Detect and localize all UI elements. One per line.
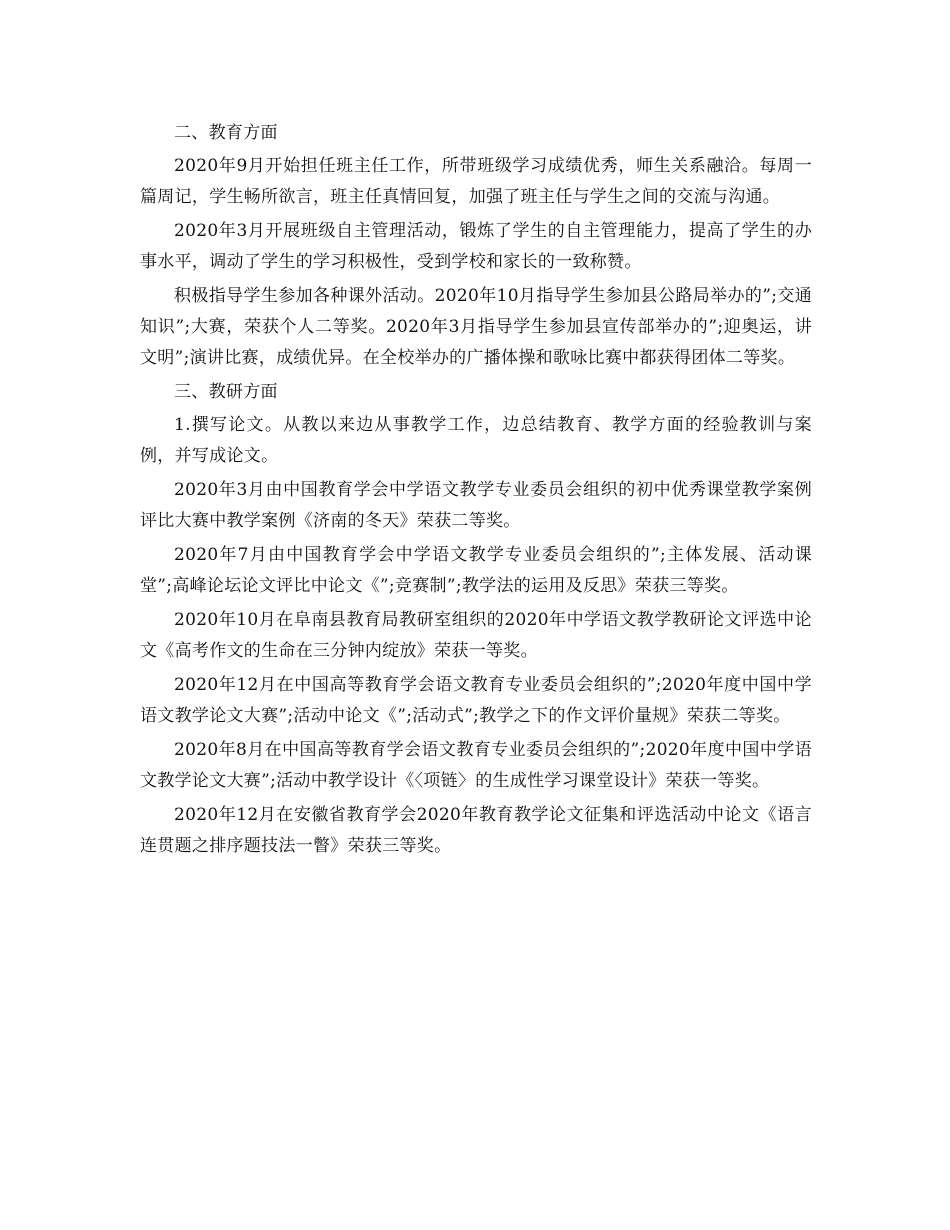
paragraph: 2020年12月在中国高等教育学会语文教育专业委员会组织的”;2020年度中国中学语文教学论文大赛”;活动中论文《”;活动式”;教学之下的作文评价量规》荣获二等奖。 [140,675,812,726]
paragraph: 2020年7月由中国教育学会中学语文教学专业委员会组织的”;主体发展、活动课堂”;高峰论坛论文评比中论文《”;竞赛制”;教学法的运用及反思》荣获三等奖。 [140,545,812,596]
section-education [140,118,812,374]
paragraph: 1.撰写论文。从教以来边从事教学工作，边总结教育、教学方面的经验教训与案例，并写成论文。 [140,415,812,466]
section-research [140,377,812,862]
paragraph: 2020年8月在中国高等教育学会语文教育专业委员会组织的”;2020年度中国中学语文教学论文大赛”;活动中教学设计《〈项链〉的生成性学习课堂设计》荣获一等奖。 [140,740,812,791]
paragraph: 2020年3月由中国教育学会中学语文教学专业委员会组织的初中优秀课堂教学案例评比大赛中教学案例《济南的冬天》荣获二等奖。 [140,480,812,531]
section-heading: 三、教研方面 [174,382,278,402]
paragraph: 2020年3月开展班级自主管理活动，锻炼了学生的自主管理能力，提高了学生的办事水平，调动了学生的学习积极性，受到学校和家长的一致称赞。 [140,221,812,272]
paragraph: 2020年12月在安徽省教育学会2020年教育教学论文征集和评选活动中论文《语言连贯题之排序题技法一瞥》荣获三等奖。 [140,805,812,856]
paragraph: 积极指导学生参加各种课外活动。2020年10月指导学生参加县公路局举办的”;交通知识”;大赛，荣获个人二等奖。2020年3月指导学生参加县宣传部举办的”;迎奥运，讲文明”;演讲比赛，成绩优异。在全校举办的广播体操和歌咏比赛中都获得团体二等奖。 [140,286,812,368]
paragraph: 2020年9月开始担任班主任工作，所带班级学习成绩优秀，师生关系融洽。每周一篇周记，学生畅所欲言，班主任真情回复，加强了班主任与学生之间的交流与沟通。 [140,156,812,207]
paragraph: 2020年10月在阜南县教育局教研室组织的2020年中学语文教学教研论文评选中论文《高考作文的生命在三分钟内绽放》荣获一等奖。 [140,610,812,661]
section-heading: 二、教育方面 [174,123,278,143]
document-page [140,118,812,865]
